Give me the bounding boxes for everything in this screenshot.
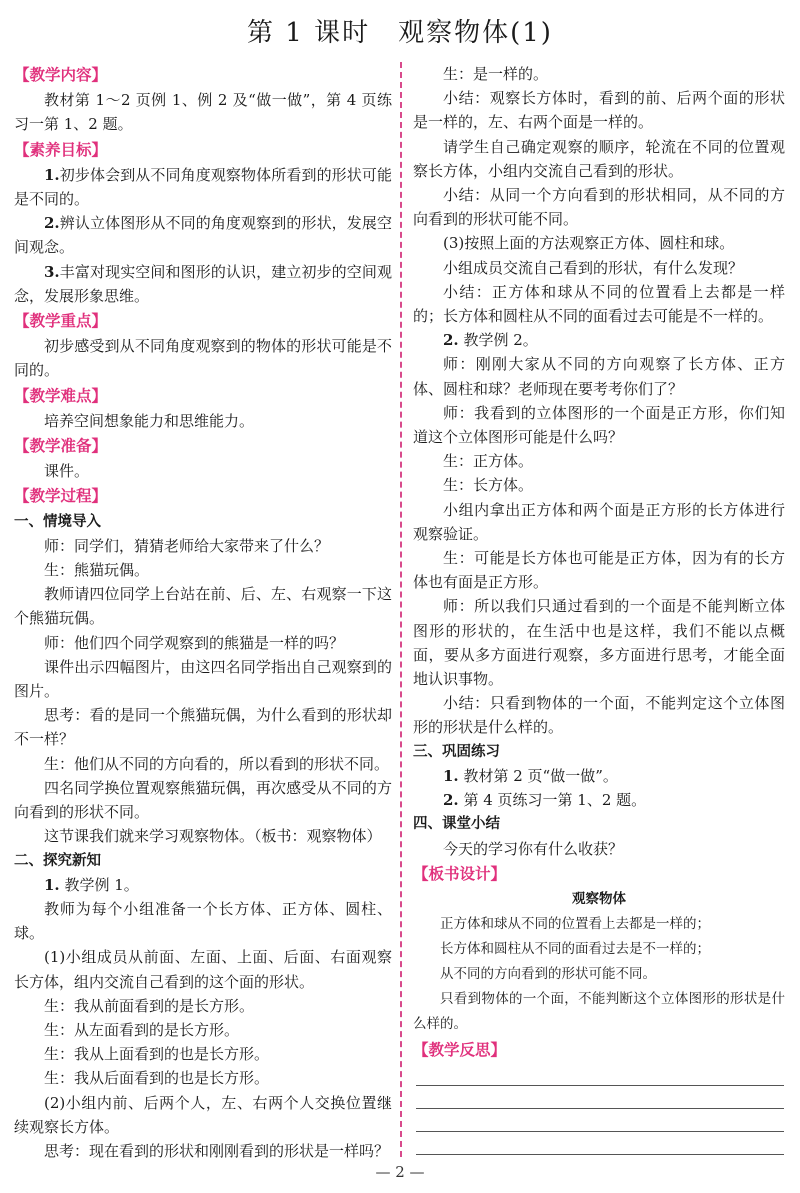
paragraph: 生：我从前面看到的是长方形。 <box>44 996 255 1015</box>
paragraph: 生：是一样的。 <box>443 65 549 83</box>
paragraph: 师：他们四个同学观察到的熊猫是一样的吗？ <box>44 633 345 652</box>
paragraph: 生：熊猫玩偶。 <box>44 561 150 580</box>
goal-1-text: 初步体会到从不同角度观察物体所看到的形状可能是不同的。 <box>14 165 392 209</box>
column-divider <box>400 62 402 1157</box>
exercise-2-text: 第 4 页练习一第 1、2 题。 <box>463 791 647 810</box>
key-points-text: 初步感受到从不同角度观察到的物体的形状可能是不同的。 <box>14 337 392 380</box>
goal-1-number: 1. <box>44 165 60 184</box>
section-4-title: 四、课堂小结 <box>413 816 500 833</box>
exercise-2-number: 2. <box>443 791 459 810</box>
teaching-content-text: 教材第 1～2 页例 1、例 2 及“做一做”，第 4 页练习一第 1、2 题。 <box>14 91 392 134</box>
heading-difficult-points: 【教学难点】 <box>14 386 108 405</box>
example-1-number: 1. <box>44 875 60 894</box>
paragraph: 思考：现在看到的形状和刚刚看到的形状是一样吗？ <box>44 1141 390 1160</box>
section-2-title: 二、探究新知 <box>14 852 101 869</box>
paragraph: 生：我从后面看到的也是长方形。 <box>44 1069 270 1088</box>
example-1-text: 教学例 1。 <box>64 875 139 894</box>
example-2-number: 2. <box>443 331 459 350</box>
board-title: 观察物体 <box>572 890 626 907</box>
heading-preparation: 【教学准备】 <box>14 437 108 456</box>
example-2-text: 教学例 2。 <box>463 331 538 350</box>
paragraph: (3)按照上面的方法观察正方体、圆柱和球。 <box>443 234 735 253</box>
goal-3 <box>14 260 392 308</box>
board-line: 长方体和圆柱从不同的面看过去是不一样的； <box>440 940 710 957</box>
paragraph: 小结：正方体和球从不同的位置看上去都是一样的；长方体和圆柱从不同的面看过去可能是不一样的。 <box>413 282 785 326</box>
page-number: — 2 — <box>375 1163 425 1181</box>
goal-1 <box>14 163 392 211</box>
left-column <box>14 62 392 1163</box>
difficult-points-text: 培养空间想象能力和思维能力。 <box>44 411 255 430</box>
section-1-title: 一、情境导入 <box>14 513 101 530</box>
goal-2-text: 辨认立体图形从不同的角度观察到的形状，发展空间观念。 <box>14 214 392 257</box>
exercise-1 <box>413 764 785 788</box>
paragraph: 生：从左面看到的是长方形。 <box>44 1020 240 1039</box>
paragraph: 师：我看到的立体图形的一个面是正方形，你们知道这个立体图形可能是什么吗？ <box>413 403 785 447</box>
paragraph: 今天的学习你有什么收获？ <box>443 839 624 858</box>
paragraph: 师：刚刚大家从不同的方向观察了长方体、正方体、圆柱和球？老师现在要考考你们了？ <box>413 355 785 398</box>
paragraph: 这节课我们就来学习观察物体。（板书：观察物体） <box>44 827 382 846</box>
paragraph: (1)小组成员从前面、左面、上面、后面、右面观察长方体，组内交流自己看到的这个面的形状。 <box>14 948 392 991</box>
paragraph: 四名同学换位置观察熊猫玩偶，再次感受从不同的方向看到的形状不同。 <box>14 778 392 822</box>
exercise-1-text: 教材第 2 页“做一做”。 <box>463 766 618 785</box>
writing-line[interactable] <box>416 1086 784 1109</box>
board-line: 从不同的方向看到的形状可能不同。 <box>440 965 656 982</box>
board-line: 正方体和球从不同的位置看上去都是一样的； <box>440 915 710 932</box>
paragraph: 生：他们从不同的方向看的，所以看到的形状不同。 <box>44 754 390 773</box>
board-line: 只看到物体的一个面，不能判断这个立体图形的形状是什么样的。 <box>413 990 785 1032</box>
paragraph: 小组内拿出正方体和两个面是正方形的长方体进行观察验证。 <box>413 500 785 543</box>
page-title: 第 1 课时 观察物体(1) <box>247 18 553 48</box>
paragraph: 师：同学们，猜猜老师给大家带来了什么？ <box>44 536 330 555</box>
section-3-title: 三、巩固练习 <box>413 743 500 760</box>
writing-line[interactable] <box>416 1063 784 1086</box>
paragraph: 师：所以我们只通过看到的一个面是不能判断立体图形的形状的，在生活中也是这样，我们不能以点概面，要从多方面进行观察，多方面进行思考，才能全面地认识事物。 <box>413 597 785 689</box>
paragraph: 小结：从同一个方向看到的形状相同，从不同的方向看到的形状可能不同。 <box>413 186 785 229</box>
paragraph: 生：正方体。 <box>443 452 534 471</box>
paragraph: (2)小组内前、后两个人，左、右两个人交换位置继续观察长方体。 <box>14 1093 392 1136</box>
paragraph: 小结：只看到物体的一个面，不能判定这个立体图形的形状是什么样的。 <box>413 694 785 737</box>
exercise-1-number: 1. <box>443 766 459 785</box>
heading-reflection: 【教学反思】 <box>413 1040 507 1059</box>
paragraph: 教师请四位同学上台站在前、后、左、右观察一下这个熊猫玩偶。 <box>14 585 392 628</box>
paragraph: 教师为每个小组准备一个长方体、正方体、圆柱、球。 <box>14 899 392 943</box>
example-1-heading <box>14 873 392 897</box>
goal-2-number: 2. <box>44 214 60 233</box>
paragraph: 思考：看的是同一个熊猫玩偶，为什么看到的形状却不一样？ <box>14 706 392 749</box>
exercise-2 <box>413 788 785 812</box>
paragraph: 小组成员交流自己看到的形状，有什么发现？ <box>443 258 744 277</box>
heading-teaching-content: 【教学内容】 <box>14 66 108 84</box>
writing-line[interactable] <box>416 1132 784 1155</box>
paragraph: 小结：观察长方体时，看到的前、后两个面的形状是一样的，左、右两个面是一样的。 <box>413 89 785 132</box>
paragraph: 生：长方体。 <box>443 476 534 495</box>
goal-2 <box>14 211 392 259</box>
goal-3-text: 丰富对现实空间和图形的认识，建立初步的空间观念，发展形象思维。 <box>14 262 392 305</box>
paragraph: 生：可能是长方体也可能是正方体，因为有的长方体也有面是正方形。 <box>413 549 785 592</box>
writing-line[interactable] <box>416 1109 784 1132</box>
board-design <box>413 887 785 1037</box>
paragraph: 生：我从上面看到的也是长方形。 <box>44 1045 270 1064</box>
paragraph: 课件出示四幅图片，由这四名同学指出自己观察到的图片。 <box>14 657 392 701</box>
right-column <box>413 62 785 1063</box>
preparation-text: 课件。 <box>44 462 90 481</box>
heading-key-points: 【教学重点】 <box>14 312 108 331</box>
paragraph: 请学生自己确定观察的顺序，轮流在不同的位置观察长方体，小组内交流自己看到的形状。 <box>413 137 785 180</box>
heading-goals: 【素养目标】 <box>14 140 108 159</box>
reflection-writing-lines[interactable] <box>416 1063 784 1155</box>
goal-3-number: 3. <box>44 262 60 281</box>
example-2-heading <box>413 328 785 352</box>
heading-process: 【教学过程】 <box>14 487 108 506</box>
heading-board-design: 【板书设计】 <box>413 864 507 883</box>
